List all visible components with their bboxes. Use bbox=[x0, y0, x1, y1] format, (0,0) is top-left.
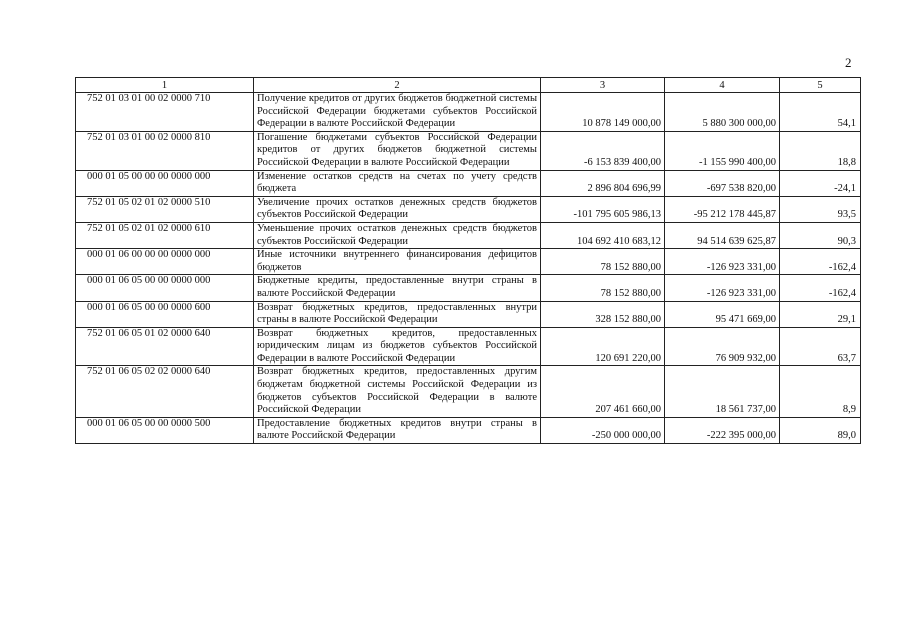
planned-amount-cell: -6 153 839 400,00 bbox=[541, 131, 665, 170]
percent-cell: 93,5 bbox=[780, 196, 861, 222]
table-row bbox=[76, 131, 861, 170]
planned-amount-cell: -101 795 605 986,13 bbox=[541, 196, 665, 222]
planned-amount-cell: 10 878 149 000,00 bbox=[541, 93, 665, 132]
percent-cell: 29,1 bbox=[780, 301, 861, 327]
percent-cell: -162,4 bbox=[780, 275, 861, 301]
budget-code-cell: 000 01 05 00 00 00 0000 000 bbox=[76, 170, 254, 196]
actual-amount-cell: 5 880 300 000,00 bbox=[665, 93, 780, 132]
column-header-1: 1 bbox=[76, 78, 254, 93]
planned-amount-cell: 120 691 220,00 bbox=[541, 327, 665, 366]
budget-code-cell: 752 01 05 02 01 02 0000 610 bbox=[76, 222, 254, 248]
table-row bbox=[76, 196, 861, 222]
budget-code-cell: 000 01 06 05 00 00 0000 500 bbox=[76, 417, 254, 443]
percent-cell: -24,1 bbox=[780, 170, 861, 196]
budget-code-cell: 000 01 06 00 00 00 0000 000 bbox=[76, 249, 254, 275]
budget-code-cell: 752 01 03 01 00 02 0000 810 bbox=[76, 131, 254, 170]
planned-amount-cell: 78 152 880,00 bbox=[541, 249, 665, 275]
budget-code-cell: 000 01 06 05 00 00 0000 600 bbox=[76, 301, 254, 327]
column-header-2: 2 bbox=[254, 78, 541, 93]
description-cell: Возврат бюджетных кредитов, предоставленных другим бюджетам бюджетной системы Российской Федерации из бюджетов субъектов Российской Федерации в валюте Российской Федерации bbox=[254, 366, 541, 417]
budget-code-cell: 752 01 03 01 00 02 0000 710 bbox=[76, 93, 254, 132]
table-row bbox=[76, 222, 861, 248]
table-row bbox=[76, 366, 861, 417]
actual-amount-cell: -95 212 178 445,87 bbox=[665, 196, 780, 222]
column-header-3: 3 bbox=[541, 78, 665, 93]
actual-amount-cell: -697 538 820,00 bbox=[665, 170, 780, 196]
table-row bbox=[76, 170, 861, 196]
table-row bbox=[76, 327, 861, 366]
column-header-5: 5 bbox=[780, 78, 861, 93]
description-cell: Изменение остатков средств на счетах по учету средств бюджета bbox=[254, 170, 541, 196]
planned-amount-cell: 207 461 660,00 bbox=[541, 366, 665, 417]
description-cell: Уменьшение прочих остатков денежных средств бюджетов субъектов Российской Федерации bbox=[254, 222, 541, 248]
table-row bbox=[76, 301, 861, 327]
percent-cell: -162,4 bbox=[780, 249, 861, 275]
actual-amount-cell: 95 471 669,00 bbox=[665, 301, 780, 327]
budget-code-cell: 752 01 06 05 02 02 0000 640 bbox=[76, 366, 254, 417]
actual-amount-cell: 18 561 737,00 bbox=[665, 366, 780, 417]
actual-amount-cell: 94 514 639 625,87 bbox=[665, 222, 780, 248]
description-cell: Иные источники внутреннего финансирования дефицитов бюджетов bbox=[254, 249, 541, 275]
actual-amount-cell: -126 923 331,00 bbox=[665, 249, 780, 275]
page-number: 2 bbox=[845, 55, 852, 70]
description-cell: Бюджетные кредиты, предоставленные внутри страны в валюте Российской Федерации bbox=[254, 275, 541, 301]
description-cell: Возврат бюджетных кредитов, предоставленных внутри страны в валюте Российской Федерации bbox=[254, 301, 541, 327]
planned-amount-cell: 328 152 880,00 bbox=[541, 301, 665, 327]
description-cell: Получение кредитов от других бюджетов бюджетной системы Российской Федерации бюджетами субъектов Российской Федерации в валюте Российской Федерации bbox=[254, 93, 541, 132]
budget-code-cell: 752 01 06 05 01 02 0000 640 bbox=[76, 327, 254, 366]
percent-cell: 54,1 bbox=[780, 93, 861, 132]
actual-amount-cell: -126 923 331,00 bbox=[665, 275, 780, 301]
table-row bbox=[76, 417, 861, 443]
percent-cell: 18,8 bbox=[780, 131, 861, 170]
actual-amount-cell: 76 909 932,00 bbox=[665, 327, 780, 366]
planned-amount-cell: -250 000 000,00 bbox=[541, 417, 665, 443]
percent-cell: 63,7 bbox=[780, 327, 861, 366]
budget-code-cell: 000 01 06 05 00 00 0000 000 bbox=[76, 275, 254, 301]
column-header-4: 4 bbox=[665, 78, 780, 93]
percent-cell: 90,3 bbox=[780, 222, 861, 248]
percent-cell: 8,9 bbox=[780, 366, 861, 417]
planned-amount-cell: 78 152 880,00 bbox=[541, 275, 665, 301]
table-row bbox=[76, 93, 861, 132]
description-cell: Увеличение прочих остатков денежных средств бюджетов субъектов Российской Федерации bbox=[254, 196, 541, 222]
percent-cell: 89,0 bbox=[780, 417, 861, 443]
budget-table bbox=[75, 77, 861, 444]
budget-code-cell: 752 01 05 02 01 02 0000 510 bbox=[76, 196, 254, 222]
actual-amount-cell: -222 395 000,00 bbox=[665, 417, 780, 443]
actual-amount-cell: -1 155 990 400,00 bbox=[665, 131, 780, 170]
description-cell: Возврат бюджетных кредитов, предоставленных юридическим лицам из бюджетов субъектов Российской Федерации в валюте Российской Федерации bbox=[254, 327, 541, 366]
description-cell: Предоставление бюджетных кредитов внутри страны в валюте Российской Федерации bbox=[254, 417, 541, 443]
table-header-row bbox=[76, 78, 861, 93]
description-cell: Погашение бюджетами субъектов Российской Федерации кредитов от других бюджетов бюджетной системы Российской Федерации в валюте Российской Федерации bbox=[254, 131, 541, 170]
table-row bbox=[76, 249, 861, 275]
planned-amount-cell: 104 692 410 683,12 bbox=[541, 222, 665, 248]
table-row bbox=[76, 275, 861, 301]
planned-amount-cell: 2 896 804 696,99 bbox=[541, 170, 665, 196]
